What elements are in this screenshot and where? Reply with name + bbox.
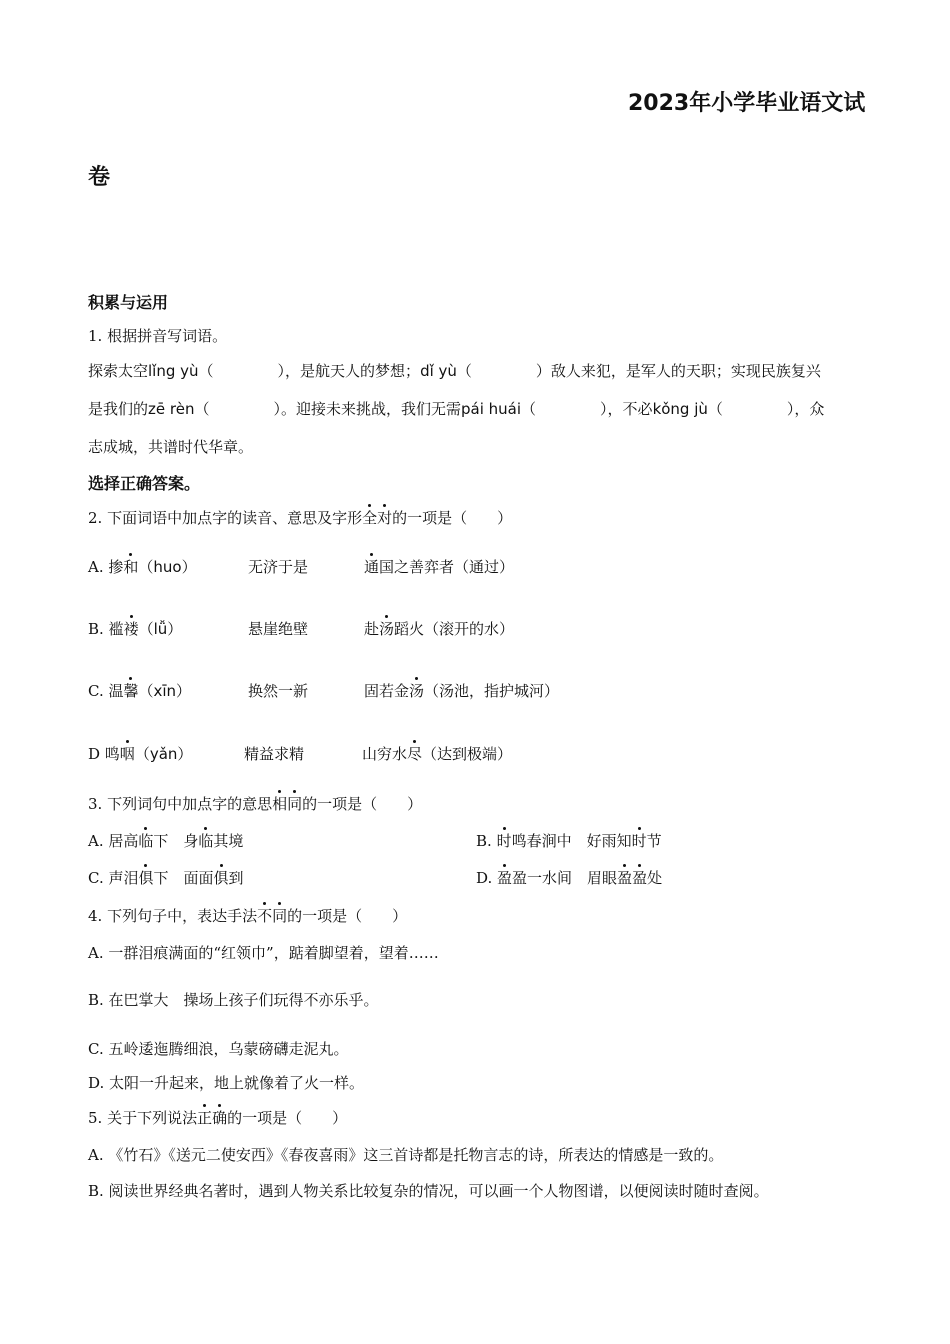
q3-option-a[interactable] <box>88 830 243 851</box>
dotted-char: 临 <box>198 832 214 850</box>
q3-option-b[interactable] <box>476 830 662 851</box>
option-text: 其境 <box>213 832 244 850</box>
q3-option-c[interactable] <box>88 867 244 888</box>
option-text: 盈一水间 眉眼 <box>512 869 618 887</box>
q2-option-a[interactable] <box>88 556 197 577</box>
q1-text: ）。迎接未来挑战，我们无需 <box>273 400 461 418</box>
section-heading-accumulation: 积累与运用 <box>88 293 169 312</box>
q4-option-a[interactable]: A. 一群泪痕满面的“红领巾”，踮着脚望着，望着…… <box>88 944 439 962</box>
pinyin-zeren: zē rèn <box>148 400 195 418</box>
dotted-char: 时 <box>631 832 647 850</box>
dotted-char: 褛 <box>123 620 139 638</box>
option-pinyin: （lǚ） <box>138 620 183 638</box>
q1-text: ），是航天人的梦想； <box>277 362 421 380</box>
option-pinyin: （huo） <box>138 558 197 576</box>
stem-text: 的一项是（ ） <box>287 907 408 925</box>
stem-text: 5. 关于下列说法 <box>88 1109 198 1127</box>
page-title-continued: 卷 <box>88 165 111 190</box>
dotted-char: 馨 <box>123 682 139 700</box>
option-text: B. 褴 <box>88 620 124 638</box>
q5-option-a[interactable]: A. 《竹石》《送元二使安西》《春夜喜雨》这三首诗都是托物言志的诗，所表达的情感是一致的。 <box>88 1146 724 1164</box>
option-text: 国之善弈者（通过） <box>379 558 515 576</box>
pinyin-kongju: kǒng jù <box>652 400 708 418</box>
q1-line1 <box>88 360 864 381</box>
option-text: （汤池，指护城河） <box>424 682 560 700</box>
option-text: A. 居高 <box>88 832 139 850</box>
q3-stem <box>88 793 422 814</box>
dotted-char: 全 <box>362 509 378 527</box>
dotted-char: 通 <box>364 558 380 576</box>
dotted-char: 盈 <box>497 869 513 887</box>
dotted-char: 正 <box>197 1109 213 1127</box>
option-text: D. <box>476 869 498 887</box>
q2-option-c-word3 <box>364 680 559 701</box>
q2-option-a-word2: 无济于是 <box>248 558 309 576</box>
dotted-char: 同 <box>272 907 288 925</box>
pinyin-diyu: dǐ yù <box>420 362 457 380</box>
q2-option-b[interactable] <box>88 618 182 639</box>
dotted-char: 临 <box>138 832 154 850</box>
stem-text: 4. 下列句子中，表达手法 <box>88 907 258 925</box>
option-text: 蹈火（滚开的水） <box>394 620 515 638</box>
dotted-char: 对 <box>377 509 393 527</box>
q1-text: （ <box>707 400 723 418</box>
option-text: 鸣春涧中 好雨知 <box>511 832 632 850</box>
option-text: 山穷水 <box>362 745 408 763</box>
option-text: （达到极端） <box>422 745 513 763</box>
stem-text: 2. 下面词语中加点字的读音、意思及字形 <box>88 509 363 527</box>
q1-line2 <box>88 398 864 419</box>
q1-line3: 志成城，共谱时代华章。 <box>88 438 254 456</box>
q1-text: 是我们的 <box>88 400 149 418</box>
stem-text: 的一项是（ ） <box>302 795 423 813</box>
dotted-char: 俱 <box>213 869 229 887</box>
dotted-char: 汤 <box>379 620 395 638</box>
dotted-char: 盈 <box>632 869 648 887</box>
dotted-char: 时 <box>496 832 512 850</box>
dotted-char: 咽 <box>119 745 135 763</box>
q1-text: （ <box>521 400 537 418</box>
q2-option-b-word2: 悬崖绝壁 <box>248 620 309 638</box>
stem-text: 的一项是（ ） <box>227 1109 348 1127</box>
option-text: A. 掺 <box>88 558 124 576</box>
q1-text: 探索太空 <box>88 362 149 380</box>
option-text: 赴 <box>364 620 380 638</box>
q2-option-d-word3 <box>362 743 512 764</box>
dotted-char: 确 <box>212 1109 228 1127</box>
section-heading-choice: 选择正确答案。 <box>88 474 201 493</box>
dotted-char: 俱 <box>138 869 154 887</box>
option-text: C. 声泪 <box>88 869 139 887</box>
option-pinyin: （yǎn） <box>134 745 193 763</box>
option-text: 节 <box>646 832 662 850</box>
pinyin-paihuai: pái huái <box>461 400 522 418</box>
option-text: B. <box>476 832 497 850</box>
q1-prompt: 1. 根据拼音写词语。 <box>88 327 228 345</box>
q4-option-c[interactable]: C. 五岭逶迤腾细浪，乌蒙磅礴走泥丸。 <box>88 1040 349 1058</box>
q5-option-b[interactable]: B. 阅读世界经典名著时，遇到人物关系比较复杂的情况，可以画一个人物图谱，以便阅读时随时查阅。 <box>88 1182 769 1200</box>
option-text: 处 <box>647 869 663 887</box>
q1-text: ），不必 <box>600 400 653 418</box>
q4-option-b[interactable]: B. 在巴掌大 操场上孩子们玩得不亦乐乎。 <box>88 991 379 1009</box>
stem-text: 3. 下列词句中加点字的意思 <box>88 795 273 813</box>
q1-text: （ <box>194 400 210 418</box>
option-text: C. 温 <box>88 682 124 700</box>
q3-option-d[interactable] <box>476 867 662 888</box>
q2-stem <box>88 507 512 528</box>
q2-option-c-word2: 换然一新 <box>248 682 309 700</box>
dotted-char: 不 <box>257 907 273 925</box>
stem-text: 的一项是（ ） <box>392 509 513 527</box>
q2-option-a-word3 <box>364 556 514 577</box>
dotted-char: 盈 <box>617 869 633 887</box>
dotted-char: 同 <box>287 795 303 813</box>
dotted-char: 尽 <box>407 745 423 763</box>
q1-text: （ <box>198 362 214 380</box>
page-title: 2023年小学毕业语文试 <box>628 91 866 116</box>
dotted-char: 汤 <box>409 682 425 700</box>
q2-option-d-word2: 精益求精 <box>244 745 305 763</box>
q1-text: ），众 <box>786 400 825 418</box>
option-text: 到 <box>228 869 244 887</box>
q4-stem <box>88 905 407 926</box>
option-pinyin: （xīn） <box>138 682 192 700</box>
q2-option-b-word3 <box>364 618 514 639</box>
option-text: D 鸣 <box>88 745 120 763</box>
q4-option-d[interactable]: D. 太阳一升起来，地上就像着了火一样。 <box>88 1074 365 1092</box>
q1-text: ）敌人来犯，是军人的天职；实现民族复兴 <box>535 362 821 380</box>
option-text: 下 身 <box>153 832 199 850</box>
q2-option-d[interactable] <box>88 743 192 764</box>
pinyin-lingyu: lǐng yù <box>148 362 199 380</box>
q5-stem <box>88 1107 347 1128</box>
option-text: 固若金 <box>364 682 410 700</box>
option-text: 下 面面 <box>153 869 214 887</box>
q1-text: （ <box>456 362 472 380</box>
dotted-char: 相 <box>272 795 288 813</box>
dotted-char: 和 <box>123 558 139 576</box>
q2-option-c[interactable] <box>88 680 191 701</box>
